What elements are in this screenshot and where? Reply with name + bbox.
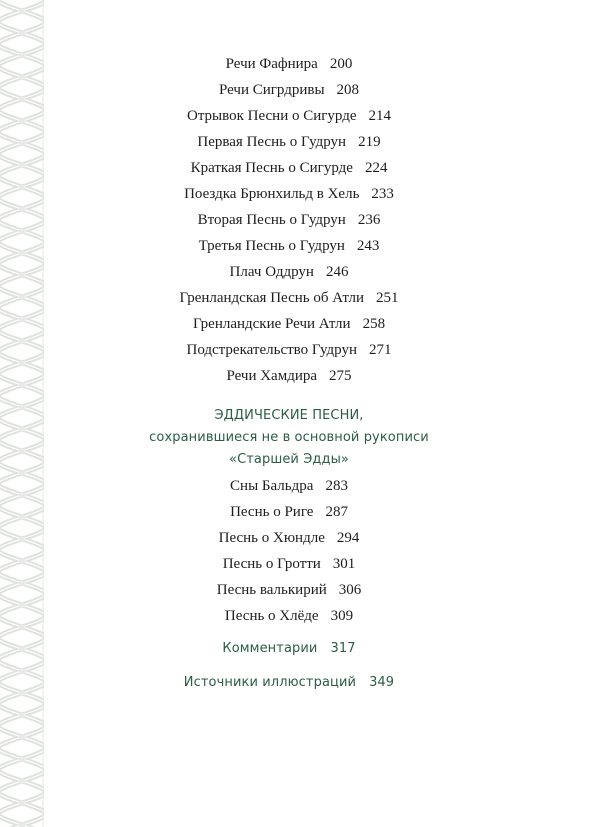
toc-entry-page: 233 [371, 186, 394, 202]
toc-entry[interactable] [44, 81, 534, 99]
toc-entry-page: 287 [325, 504, 348, 520]
toc-entry-title: Речи Сигрдривы [218, 82, 325, 98]
toc-entry-title: Вторая Песнь о Гудрун [197, 212, 346, 228]
toc-entry-title: Подстрекательство Гудрун [186, 342, 357, 358]
toc-entry-title: Песнь о Гротти [222, 556, 321, 572]
toc-entry-title: Песнь о Хлёде [224, 608, 319, 624]
toc-entry[interactable] [44, 185, 534, 203]
toc-entry-page: 294 [336, 530, 360, 546]
toc-entry[interactable] [44, 555, 534, 573]
toc-entry-page: 224 [364, 160, 388, 176]
toc-entry[interactable] [44, 315, 534, 333]
toc-entry-title: Комментарии [222, 641, 318, 656]
celtic-knot-border-icon [0, 0, 44, 827]
toc-entry[interactable] [44, 477, 534, 495]
toc-entry-comments[interactable] [44, 640, 534, 658]
toc-entry-title: Третья Песнь о Гудрун [198, 238, 345, 254]
toc-entry[interactable] [44, 581, 534, 599]
section-heading-title: ЭДДИЧЕСКИЕ ПЕСНИ, [214, 408, 364, 423]
toc-entry-page: 236 [357, 212, 381, 228]
toc-entry-page: 200 [329, 56, 353, 72]
toc-entry-title: Поездка Брюнхильд в Хель [184, 186, 360, 202]
toc-entry-page: 251 [376, 290, 399, 306]
toc-entry-title: Гренландская Песнь об Атли [179, 290, 365, 306]
table-of-contents [44, 0, 608, 827]
toc-entry-title: Плач Оддрун [229, 264, 314, 280]
toc-entry[interactable] [44, 55, 534, 73]
toc-entry-illustration-sources[interactable] [44, 674, 534, 692]
toc-entry[interactable] [44, 263, 534, 281]
toc-entry[interactable] [44, 289, 534, 307]
toc-entry-title: Речи Хамдира [226, 368, 318, 384]
toc-entry-page: 258 [362, 316, 386, 332]
toc-entry[interactable] [44, 607, 534, 625]
toc-entry-title: Песнь валькирий [216, 582, 327, 598]
toc-entry-page: 219 [358, 134, 381, 150]
toc-entry-title: Краткая Песнь о Сигурде [190, 160, 353, 176]
toc-entry[interactable] [44, 341, 534, 359]
toc-entry-title: Песнь о Риге [230, 504, 314, 520]
toc-entry-title: Песнь о Хюндле [218, 530, 325, 546]
toc-entry-page: 208 [336, 82, 360, 98]
toc-entry-title: Сны Бальдра [230, 478, 314, 494]
toc-entry-title: Источники иллюстраций [183, 675, 357, 690]
toc-entry-title: Гренландские Речи Атли [192, 316, 351, 332]
toc-entry[interactable] [44, 211, 534, 229]
toc-entry-title: Отрывок Песни о Сигурде [186, 108, 357, 124]
toc-entry-page: 275 [329, 368, 352, 384]
toc-entry-title: Речи Фафнира [225, 56, 318, 72]
toc-entry[interactable] [44, 237, 534, 255]
toc-entry[interactable] [44, 503, 534, 521]
section-heading-subtitle-2: «Старшей Эдды» [229, 452, 349, 467]
toc-entry-page: 301 [332, 556, 356, 572]
toc-entry[interactable] [44, 107, 534, 125]
toc-entry[interactable] [44, 133, 534, 151]
toc-entry-title: Первая Песнь о Гудрун [197, 134, 347, 150]
toc-entry[interactable] [44, 529, 534, 547]
toc-entry[interactable] [44, 367, 534, 385]
toc-entry-page: 306 [338, 582, 362, 598]
toc-entry-page: 283 [325, 478, 348, 494]
toc-entry[interactable] [44, 159, 534, 177]
toc-entry-page: 309 [330, 608, 354, 624]
section-heading-subtitle: сохранившиеся не в основной рукописи [149, 430, 429, 445]
toc-entry-page: 317 [330, 641, 356, 656]
toc-entry-page: 246 [325, 264, 349, 280]
toc-entry-page: 214 [368, 108, 392, 124]
toc-entry-page: 243 [356, 238, 380, 254]
toc-entry-page: 349 [369, 675, 395, 690]
toc-entry-page: 271 [369, 342, 392, 358]
